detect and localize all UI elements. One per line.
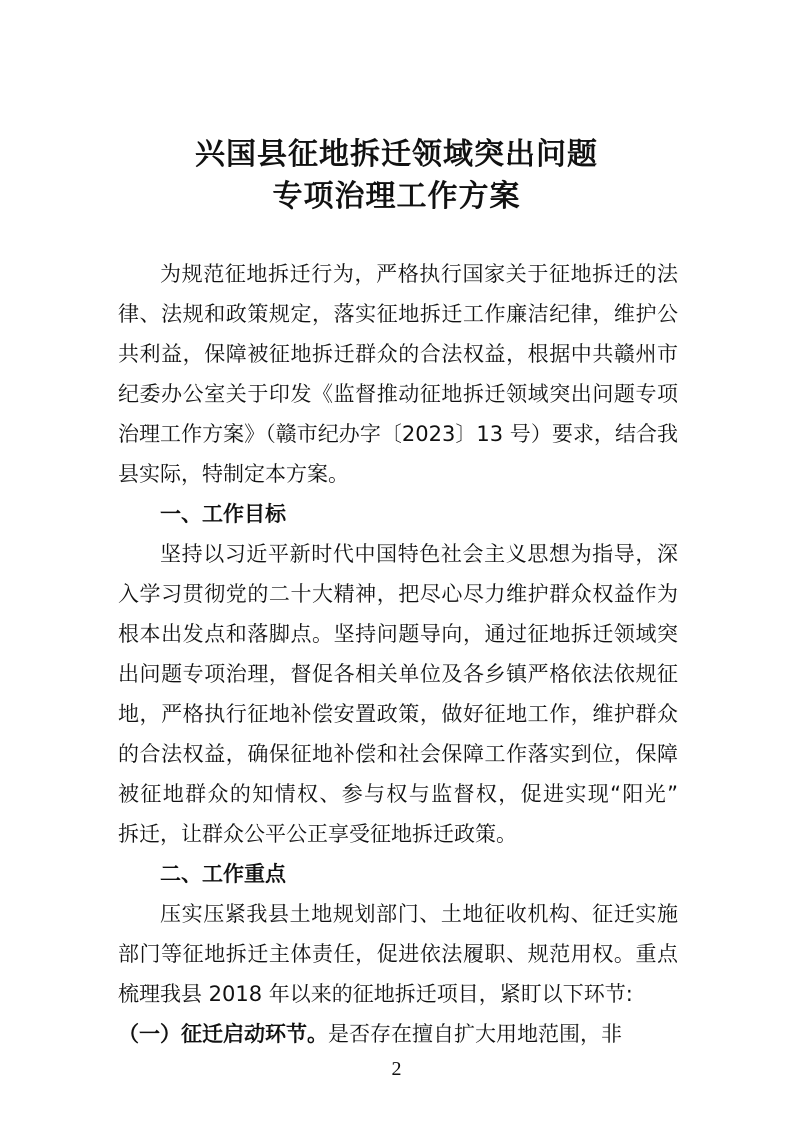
focus-line-3: 梳理我县 2018 年以来的征地拆迁项目，紧盯以下环节: — [118, 982, 633, 1006]
focus-item-1-text: 是否存在擅自扩大用地范围，非 — [328, 1022, 622, 1046]
intro-line-2: 律、法规和政策规定，落实征地拆迁工作廉洁纪律，维护公 — [118, 302, 678, 326]
intro-line-3: 共利益，保障被征地拆迁群众的合法权益，根据中共赣州市 — [118, 342, 678, 366]
goals-line-8: 拆迁，让群众公平公正享受征地拆迁政策。 — [118, 822, 517, 846]
goals-line-4: 出问题专项治理，督促各相关单位及各乡镇严格依法依规征 — [118, 662, 678, 686]
goals-line-1: 坚持以习近平新时代中国特色社会主义思想为指导，深 — [160, 542, 678, 566]
focus-line-2: 部门等征地拆迁主体责任，促进依法履职、规范用权。重点 — [118, 942, 678, 966]
goals-line-3: 根本出发点和落脚点。坚持问题导向，通过征地拆迁领域突 — [118, 622, 678, 646]
intro-line-1: 为规范征地拆迁行为，严格执行国家关于征地拆迁的法 — [160, 262, 678, 286]
goals-line-6: 的合法权益，确保征地补偿和社会保障工作落实到位，保障 — [118, 742, 678, 766]
goals-line-2: 入学习贯彻党的二十大精神，把尽心尽力维护群众权益作为 — [118, 582, 678, 606]
focus-item-1-label: （一）征迁启动环节。 — [118, 1022, 328, 1046]
intro-line-4: 纪委办公室关于印发《监督推动征地拆迁领域突出问题专项 — [118, 382, 678, 406]
section-heading-goals: 一、工作目标 — [160, 502, 286, 526]
goals-line-5: 地，严格执行征地补偿安置政策，做好征地工作，维护群众 — [118, 702, 678, 726]
focus-line-1: 压实压紧我县土地规划部门、土地征收机构、征迁实施 — [160, 902, 678, 926]
intro-line-6: 县实际，特制定本方案。 — [118, 462, 349, 486]
document-title-line-2: 专项治理工作方案 — [272, 179, 521, 214]
intro-line-5: 治理工作方案》（赣市纪办字〔2023〕13 号）要求，结合我 — [118, 422, 678, 446]
section-heading-focus: 二、工作重点 — [160, 862, 286, 886]
page-number: 2 — [391, 1058, 402, 1080]
focus-item-1-line — [118, 1014, 678, 1054]
goals-line-7: 被征地群众的知情权、参与权与监督权，促进实现“阳光” — [118, 782, 678, 806]
document-title-line-1: 兴国县征地拆迁领域突出问题 — [195, 137, 598, 172]
